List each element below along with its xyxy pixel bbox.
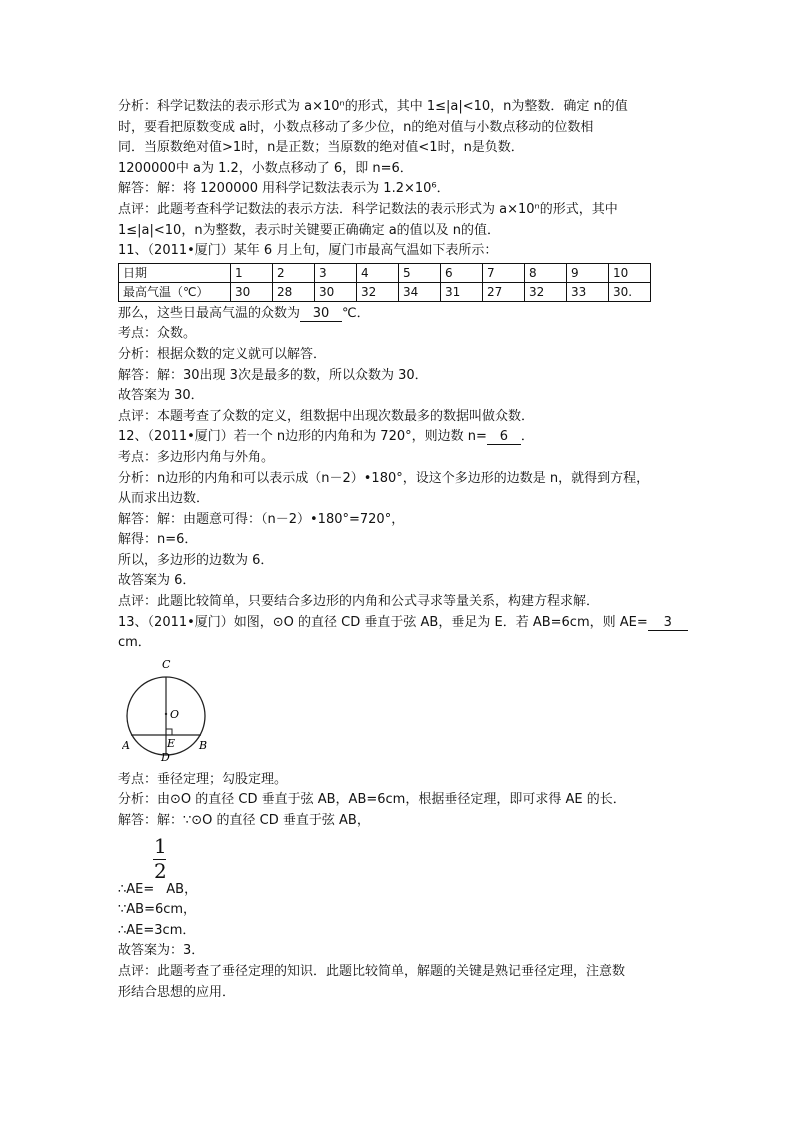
q13-title-text: 13、（2011•厦门）如图，⊙O 的直径 CD 垂直于弦 AB，垂足为 E．若 AB=6cm，则 AE= [118, 614, 648, 630]
table-cell: 32 [357, 282, 399, 301]
table-cell: 10 [609, 263, 651, 282]
table-cell: 33 [567, 282, 609, 301]
q12-title [118, 427, 688, 448]
q13-step-2: ∵AB=6cm， [118, 902, 197, 918]
table-cell: 30. [609, 282, 651, 301]
q13-step-3: ∴AE=3cm． [118, 922, 196, 938]
q11-point: 考点：众数。 [118, 326, 197, 342]
q11-analysis: 分析：根据众数的定义就可以解答． [118, 346, 327, 362]
label-e: E [167, 736, 176, 750]
q13-title-unit: cm． [118, 635, 151, 651]
q13-analysis: 分析：由⊙O 的直径 CD 垂直于弦 AB，AB=6cm，根据垂径定理，即可求得 AE 的长． [118, 792, 626, 808]
q10-analysis-line-4: 1200000中 a为 1.2，小数点移动了 6，即 n=6． [118, 160, 413, 176]
q13-point: 考点：垂径定理；勾股定理。 [118, 771, 288, 787]
q13-answer: 解答：解：∵⊙O 的直径 CD 垂直于弦 AB， [118, 813, 370, 829]
q10-answer: 解答：解：将 1200000 用科学记数法表示为 1.2×10⁶． [118, 181, 450, 197]
q11-question [118, 304, 688, 325]
table-cell: 2 [273, 263, 315, 282]
table-cell: 27 [483, 282, 525, 301]
q13-answer-blank: 3 [648, 615, 688, 631]
table-cell: 30 [231, 282, 273, 301]
document-body [118, 97, 688, 1003]
table-cell: 1 [231, 263, 273, 282]
table-cell: 4 [357, 263, 399, 282]
q12-answer: 解答：解：由题意可得：（n－2）•180°=720°， [118, 511, 405, 527]
q13-title [118, 613, 688, 634]
q13-step-1 [118, 880, 688, 901]
label-b: B [199, 738, 208, 752]
q12-so: 所以，多边形的边数为 6． [118, 552, 274, 568]
q13-comment-line-1: 点评：此题考查了垂径定理的知识．此题比较简单，解题的关键是熟记垂径定理，注意数 [118, 964, 626, 979]
table-cell: 9 [567, 263, 609, 282]
q12-comment: 点评：此题比较简单，只要结合多边形的内角和公式寻求等量关系，构建方程求解． [118, 594, 600, 610]
circle-diagram [122, 658, 218, 762]
q12-point: 考点：多边形内角与外角。 [118, 449, 275, 465]
table-row-date [119, 263, 651, 282]
q11-question-unit: ℃． [342, 305, 370, 321]
q10-analysis-line-3: 同．当原数绝对值>1时，n是正数；当原数的绝对值<1时，n是负数． [118, 140, 524, 156]
table-cell: 5 [399, 263, 441, 282]
q12-solve: 解得：n=6． [118, 532, 198, 548]
q13-step-1-suffix: AB， [166, 881, 198, 897]
q12-analysis-line-2: 从而求出边数． [118, 491, 210, 507]
table-cell: 8 [525, 263, 567, 282]
label-d: D [161, 750, 170, 762]
q12-analysis-line-1: 分析：n边形的内角和可以表示成（n－2）•180°，设这个多边形的边数是 n，就得到方程， [118, 470, 650, 486]
table-cell: 30 [315, 282, 357, 301]
q12-title-text: 12、（2011•厦门）若一个 n边形的内角和为 720°，则边数 n= [118, 429, 487, 445]
table-row-temperature [119, 282, 651, 301]
q11-answer-blank: 30 [300, 306, 342, 322]
q11-comment: 点评：本题考查了众数的定义，组数据中出现次数最多的数据叫做众数． [118, 408, 535, 424]
label-c: C [162, 657, 171, 671]
q12-answer-blank: 6 [487, 429, 521, 445]
q11-question-text: 那么，这些日最高气温的众数为 [118, 305, 301, 321]
fraction-denominator: 2 [154, 858, 167, 883]
q13-step-1-prefix: ∴AE= [118, 881, 155, 897]
fraction-one-half [118, 832, 688, 883]
table-header-date: 日期 [119, 263, 231, 282]
table-cell: 32 [525, 282, 567, 301]
fraction-numerator: 1 [154, 833, 167, 858]
center-point [165, 713, 167, 715]
q10-comment-line-1: 点评：此题考查科学记数法的表示方法．科学记数法的表示形式为 a×10ⁿ的形式，其中 [118, 201, 618, 217]
table-header-temperature: 最高气温（℃） [119, 282, 231, 301]
table-cell: 28 [273, 282, 315, 301]
table-cell: 3 [315, 263, 357, 282]
q12-final: 故答案为 6． [118, 573, 196, 589]
q11-answer: 解答：解：30出现 3次是最多的数，所以众数为 30． [118, 367, 428, 383]
q10-analysis-line-1: 分析：科学记数法的表示形式为 a×10ⁿ的形式，其中 1≤|a|<10，n为整数．确定 n的值 [118, 99, 628, 114]
right-angle-mark [166, 729, 172, 735]
table-cell: 7 [483, 263, 525, 282]
table-cell: 34 [399, 282, 441, 301]
label-o: O [170, 707, 180, 721]
label-a: A [122, 738, 130, 752]
q11-final: 故答案为 30． [118, 388, 204, 404]
q13-comment-line-2: 形结合思想的应用． [118, 984, 236, 1000]
temperature-table [118, 263, 651, 302]
q13-final: 故答案为：3． [118, 943, 205, 959]
q12-title-end: ． [520, 429, 534, 445]
table-cell: 31 [441, 282, 483, 301]
q11-title: 11、（2011•厦门）某年 6 月上旬，厦门市最高气温如下表所示： [118, 243, 498, 259]
q10-comment-line-2: 1≤|a|<10，n为整数，表示时关键要正确确定 a的值以及 n的值． [118, 222, 501, 238]
table-cell: 6 [441, 263, 483, 282]
q10-analysis-line-2: 时，要看把原数变成 a时，小数点移动了多少位，n的绝对值与小数点移动的位数相 [118, 119, 594, 135]
